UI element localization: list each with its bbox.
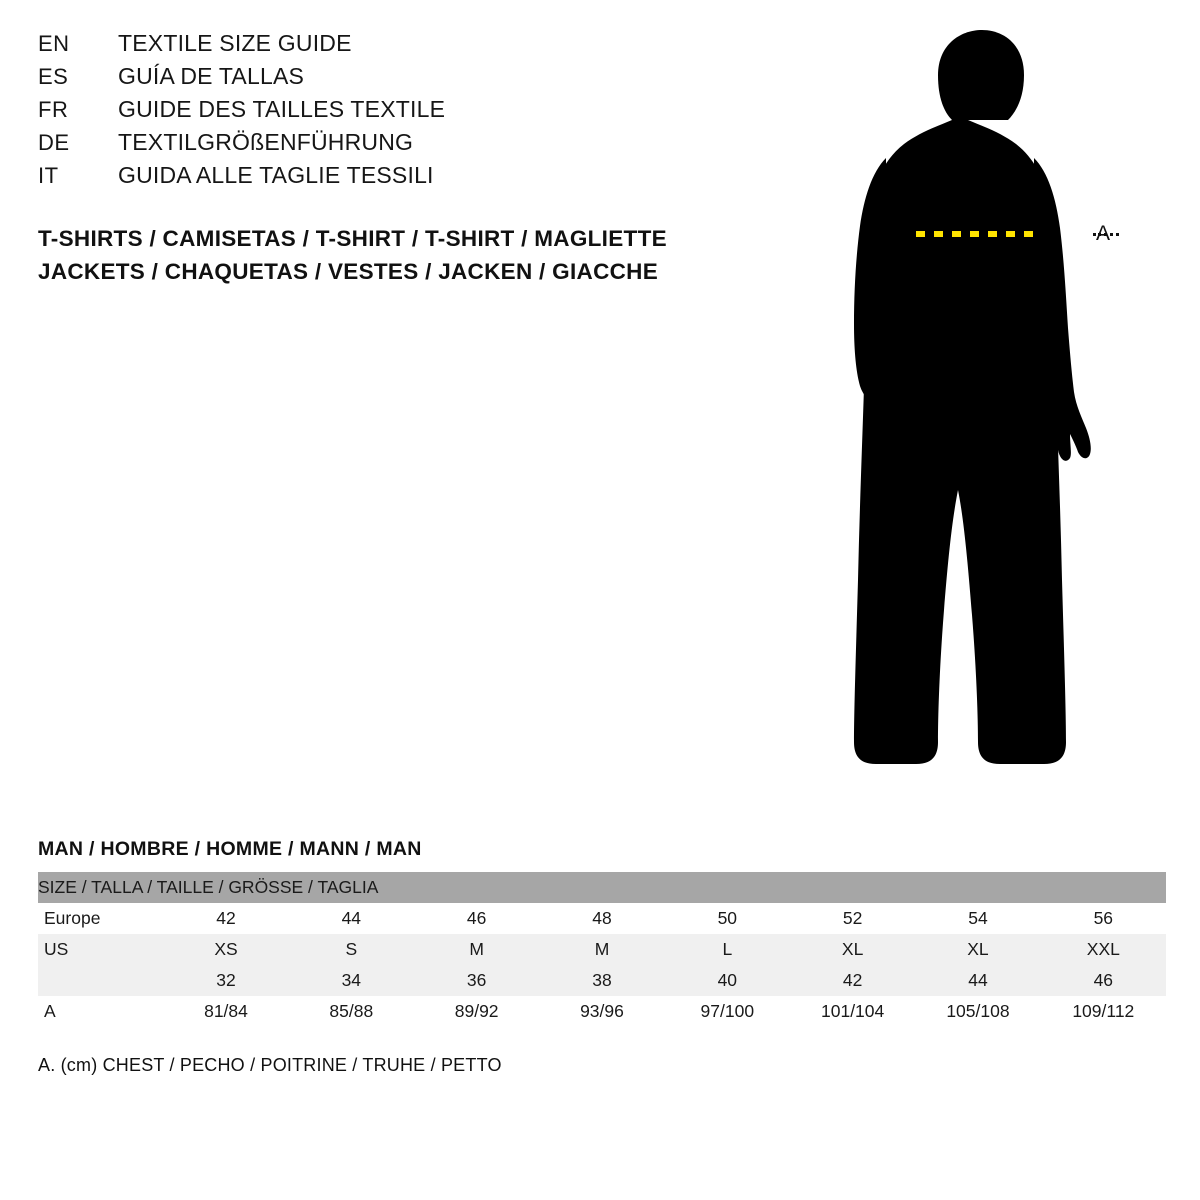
- cell: XXL: [1086, 939, 1120, 959]
- cell: XL: [967, 939, 989, 959]
- cell: 46: [1093, 970, 1114, 990]
- cell: 34: [341, 970, 362, 990]
- cell: 105/108: [946, 1001, 1010, 1021]
- size-table-section: [38, 838, 1166, 1076]
- cell: 109/112: [1072, 1001, 1135, 1021]
- language-code: IT: [38, 163, 59, 188]
- table-row: [38, 965, 1166, 996]
- cell: 44: [968, 970, 988, 990]
- table-row: [38, 996, 1166, 1027]
- silhouette-svg: [820, 20, 1160, 790]
- cell: XS: [214, 939, 238, 959]
- cell: 54: [968, 908, 988, 928]
- cell: S: [345, 939, 358, 959]
- body-silhouette-figure: [820, 20, 1160, 790]
- measure-label-a: A: [1096, 222, 1112, 245]
- row-label: A: [44, 1001, 56, 1021]
- garment-categories: [38, 222, 667, 288]
- cell: M: [469, 939, 484, 959]
- table-header-row: [38, 872, 1166, 903]
- silhouette-head: [938, 30, 1024, 120]
- row-label: US: [44, 939, 69, 959]
- table-footnote: A. (cm) CHEST / PECHO / POITRINE / TRUHE / PETTO: [38, 1055, 502, 1075]
- language-title: GUIDE DES TAILLES TEXTILE: [118, 96, 446, 122]
- language-row: [38, 129, 738, 162]
- cell: 93/96: [580, 1001, 624, 1021]
- table-row: [38, 903, 1166, 934]
- cell: 81/84: [204, 1001, 248, 1021]
- cell: 50: [717, 908, 738, 928]
- language-title: TEXTILGRÖßENFÜHRUNG: [118, 129, 414, 155]
- cell: L: [722, 939, 733, 959]
- language-code: DE: [38, 130, 70, 155]
- cell: 44: [341, 908, 362, 928]
- cell: 42: [216, 908, 236, 928]
- cell: 40: [717, 970, 738, 990]
- category-tshirts: T-SHIRTS / CAMISETAS / T-SHIRT / T-SHIRT / MAGLIETTE: [38, 226, 667, 251]
- language-title: GUIDA ALLE TAGLIE TESSILI: [118, 162, 434, 188]
- cell: 97/100: [700, 1001, 755, 1021]
- language-title: TEXTILE SIZE GUIDE: [118, 30, 352, 56]
- cell: 32: [216, 970, 236, 990]
- language-row: [38, 63, 738, 96]
- language-row: [38, 162, 738, 195]
- cell: M: [594, 939, 610, 959]
- table-row: [38, 934, 1166, 965]
- category-jackets: JACKETS / CHAQUETAS / VESTES / JACKEN / GIACCHE: [38, 259, 659, 284]
- cell: 42: [842, 970, 863, 990]
- language-code: FR: [38, 97, 69, 122]
- cell: 52: [842, 908, 863, 928]
- cell: 89/92: [454, 1001, 499, 1021]
- size-table: [38, 872, 1166, 1027]
- cell: 38: [592, 970, 612, 990]
- row-label: Europe: [44, 908, 101, 928]
- gender-title: MAN / HOMBRE / HOMME / MANN / MAN: [38, 838, 422, 860]
- language-row: [38, 30, 738, 63]
- cell: 48: [592, 908, 612, 928]
- row-label: [38, 965, 163, 996]
- cell: 85/88: [329, 1001, 374, 1021]
- cell: 101/104: [821, 1001, 885, 1021]
- language-list: [38, 30, 738, 195]
- language-row: [38, 96, 738, 129]
- language-code: EN: [38, 31, 70, 56]
- cell: 36: [466, 970, 487, 990]
- table-header-label: SIZE / TALLA / TAILLE / GRÖSSE / TAGLIA: [38, 877, 379, 897]
- language-title: GUÍA DE TALLAS: [118, 63, 305, 89]
- cell: 46: [466, 908, 487, 928]
- cell: XL: [841, 939, 864, 959]
- cell: 56: [1093, 908, 1114, 928]
- language-code: ES: [38, 64, 69, 89]
